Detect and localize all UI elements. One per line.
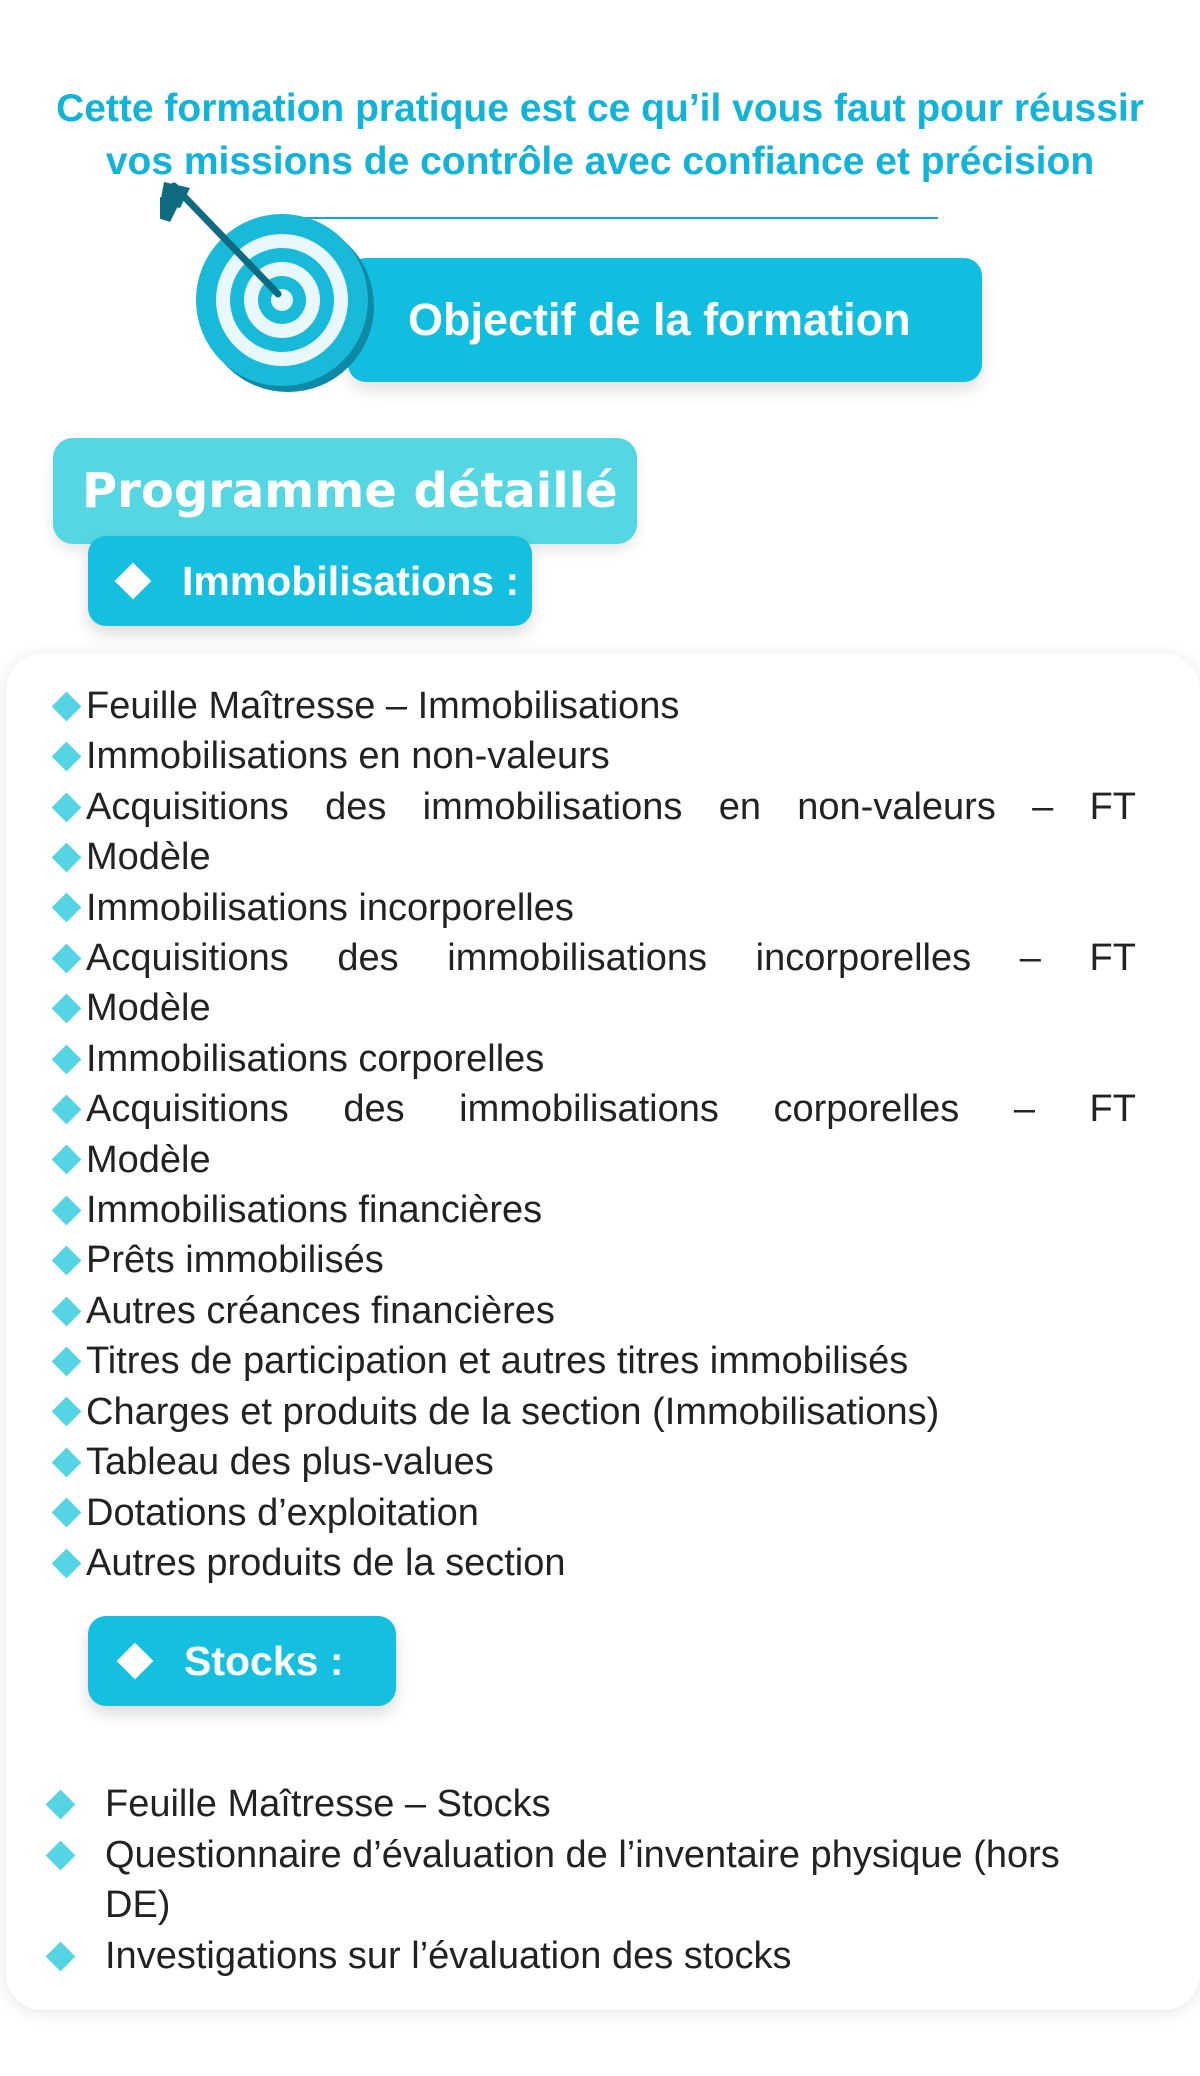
stocks-list [44,1779,1144,1981]
list-item-text: Immobilisations incorporelles [86,886,574,929]
intro-line-1: Cette formation pratique est ce qu’il vous faut pour réussir [56,87,1144,130]
list-item-text: Titres de participation et autres titres immobilisés [86,1340,909,1383]
list-item-text: Tableau des plus-values [86,1441,494,1484]
diamond-bullet-icon [52,1447,82,1477]
diamond-bullet-icon [52,1397,82,1427]
list-item [50,883,1136,933]
list-item-text: Investigations sur l’évaluation des stocks [105,1934,792,1977]
list-item [50,933,1136,983]
diamond-bullet-icon [52,1296,82,1326]
list-item [50,832,1136,882]
diamond-bullet-icon [52,742,82,772]
diamond-bullet-icon [52,943,82,973]
diamond-bullet-icon [52,994,82,1024]
diamond-bullet-icon [52,1246,82,1276]
list-item [44,1931,1144,1982]
objective-label: Objectif de la formation [408,294,911,345]
programme-title: Programme détaillé [82,463,618,519]
list-item-text: Autres créances financières [86,1289,555,1332]
list-item-text: Immobilisations corporelles [86,1037,545,1080]
list-item [44,1779,1144,1830]
diamond-bullet-icon [52,1195,82,1225]
list-item [50,983,1136,1033]
diamond-bullet-icon [52,1044,82,1074]
list-item [50,681,1136,731]
list-item-text: Modèle [86,1138,211,1181]
list-item-text: Dotations d’exploitation [86,1491,479,1534]
list-item [50,1286,1136,1336]
diamond-bullet-icon [46,1790,76,1820]
diamond-icon [115,563,152,600]
list-item-text: Modèle [86,836,211,879]
immobilisations-list [50,681,1136,1588]
section-header-stocks [88,1616,396,1706]
section-title: Stocks : [184,1637,344,1684]
diamond-bullet-icon [52,1095,82,1125]
section-title: Immobilisations : [182,557,520,604]
list-item [50,1135,1136,1185]
list-item [50,1387,1136,1437]
target-arrow-icon [160,182,380,402]
list-item-text: Feuille Maîtresse – Immobilisations [86,685,680,727]
diamond-bullet-icon [52,893,82,923]
diamond-bullet-icon [52,691,82,721]
list-item-text: Acquisitions des immobilisations en non-valeurs – FT [86,785,1136,828]
section-header-immobilisations [88,536,532,626]
list-item-text: Acquisitions des immobilisations corporelles – FT [86,1088,1136,1131]
list-item-text: Charges et produits de la section (Immobilisations) [86,1390,940,1433]
diamond-bullet-icon [52,1498,82,1528]
list-item-text: Autres produits de la section [86,1541,566,1584]
list-item [50,1034,1136,1084]
diamond-icon [117,1643,154,1680]
diamond-bullet-icon [46,1941,76,1971]
list-item [44,1830,1144,1931]
list-item-text: Questionnaire d’évaluation de l’inventaire physique (hors DE) [105,1833,1060,1926]
diamond-bullet-icon [52,1548,82,1578]
list-item [50,1185,1136,1235]
list-item-text: Prêts immobilisés [86,1239,384,1282]
list-item-text: Immobilisations financières [86,1189,543,1232]
intro-text [0,82,1200,188]
list-item [50,1488,1136,1538]
list-item [50,1538,1136,1588]
diamond-bullet-icon [52,1145,82,1175]
list-item-text: Immobilisations en non-valeurs [86,735,610,778]
list-item [50,1235,1136,1285]
diamond-bullet-icon [52,843,82,873]
list-item-text: Acquisitions des immobilisations incorporelles – FT [86,937,1136,980]
diamond-bullet-icon [52,1347,82,1377]
intro-line-2: vos missions de contrôle avec confiance et précision [105,140,1095,183]
list-item [50,782,1136,832]
list-item [50,731,1136,781]
list-item-text: Modèle [86,987,211,1030]
list-item [50,1336,1136,1386]
diamond-bullet-icon [52,792,82,822]
list-item-text: Feuille Maîtresse – Stocks [105,1783,551,1825]
list-item [50,1084,1136,1134]
list-item [50,1437,1136,1487]
diamond-bullet-icon [46,1840,76,1870]
